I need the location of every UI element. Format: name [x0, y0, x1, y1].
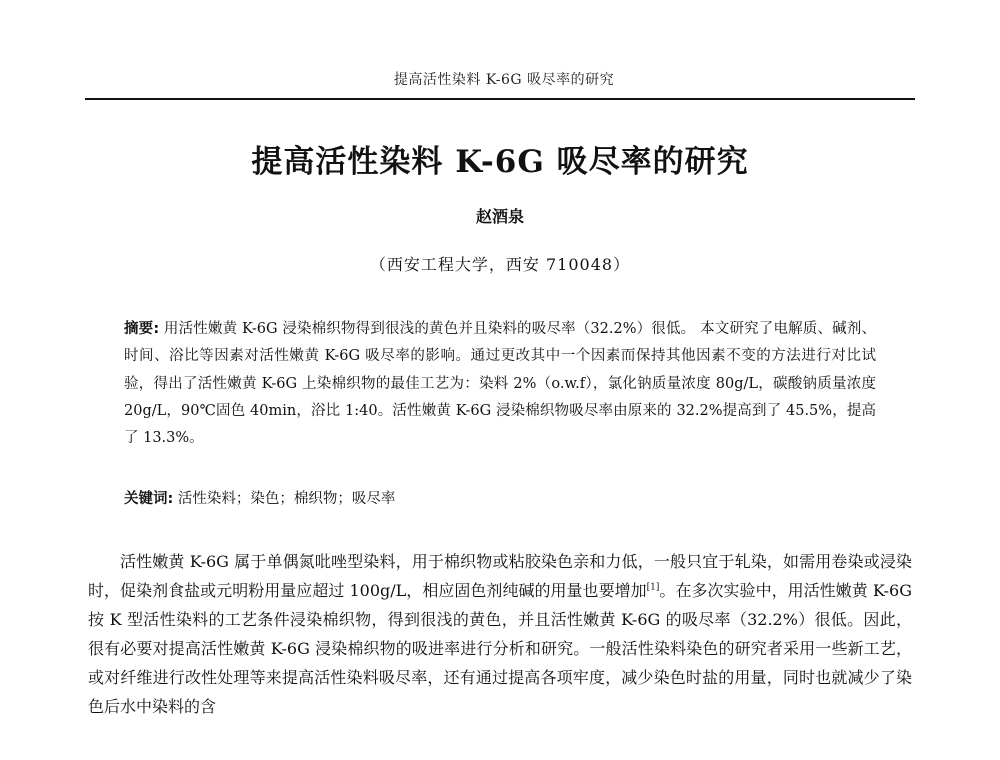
body-paragraph [88, 547, 912, 721]
author-affiliation: （西安工程大学，西安 710048） [369, 255, 631, 274]
keywords [124, 486, 876, 513]
abstract-text: 用活性嫩黄 K-6G 浸染棉织物得到很浅的黄色并且染料的吸尽率（32.2%）很低。 本文研究了电解质、碱剂、时间、浴比等因素对活性嫩黄 K-6G 吸尽率的影响。通过更改其中一个因素而保持其他因素不变的方法进行对比试验，得出了活性嫩黄 K-6G 上染棉织物的最佳工艺为：染料 2%（o.w.f），氯化钠质量浓度 80g/L，碳酸钠质量浓度 20g/L，90℃固色 40min，浴比 1:40。活性嫩黄 K-6G 浸染棉织物吸尽率由原来的 32.2%提高到了 45.5%，提高了 13.3%。 [124, 321, 876, 447]
citation-ref: [1] [646, 582, 660, 593]
keywords-text: 活性染料；染色；棉织物；吸尽率 [173, 491, 396, 507]
body-text-part-2: 。在多次实验中，用活性嫩黄 K-6G 按 K 型活性染料的工艺条件浸染棉织物，得到很浅的黄色，并且活性嫩黄 K-6G 的吸尽率（32.2%）很低。因此，很有必要对提高活性嫩黄 K-6G 浸染棉织物的吸进率进行分析和研究。一般活性染料染色的研究者采用一些新工艺，或对纤维进行改性处理等来提高活性染料吸尽率，还有通过提高各项牢度，减少染色时盐的用量，同时也就减少了染色后水中染料的含 [88, 581, 912, 716]
author-name: 赵酒泉 [475, 207, 524, 226]
keywords-label: 关键词: [124, 491, 174, 507]
body-text-part-1: 活性嫩黄 K-6G 属于单偶氮吡唑型染料，用于棉织物或粘胶染色亲和力低，一般只宜于轧染，如需用卷染或浸染时，促染剂食盐或元明粉用量应超过 100g/L，相应固色剂纯碱的用量也要增加 [88, 552, 912, 600]
header-rule [85, 98, 915, 100]
paper-title: 提高活性染料 K-6G 吸尽率的研究 [251, 144, 749, 180]
abstract-label: 摘要: [124, 321, 160, 337]
running-header: 提高活性染料 K-6G 吸尽率的研究 [393, 72, 615, 88]
abstract [124, 316, 876, 452]
